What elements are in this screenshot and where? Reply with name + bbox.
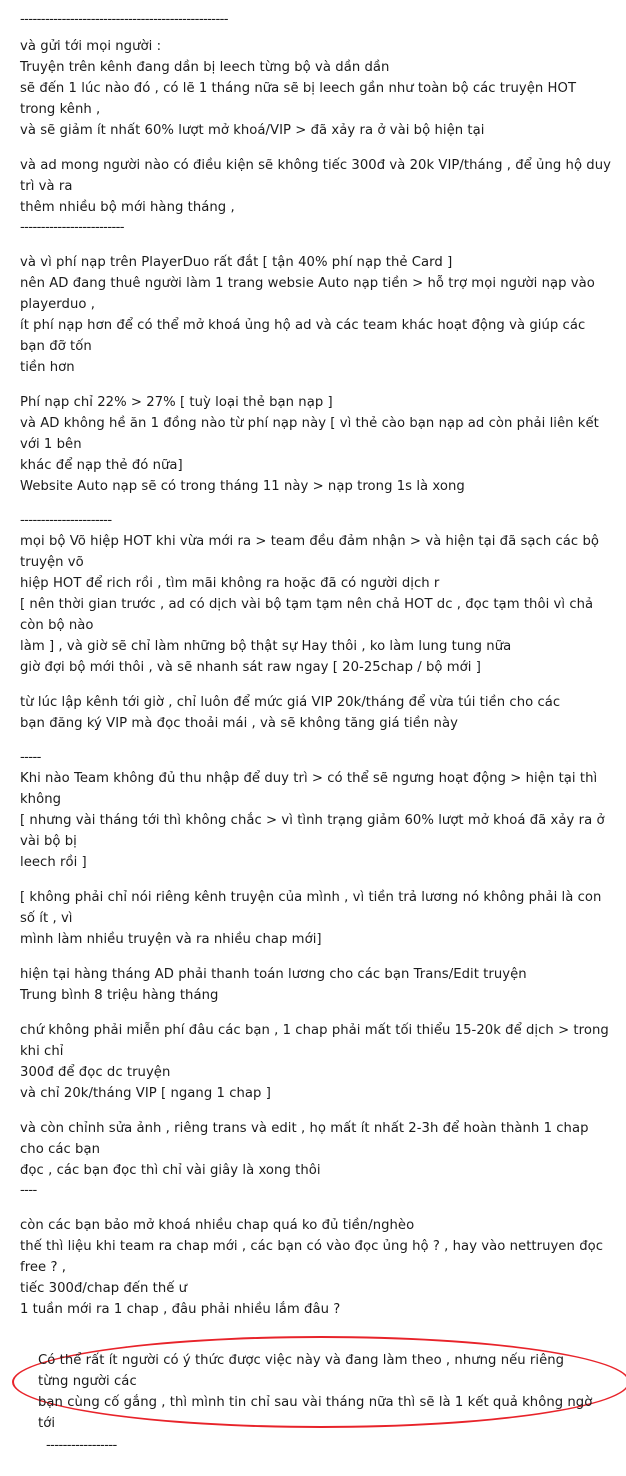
divider-2: ----------------------: [20, 513, 112, 528]
divider-top: --------------------------------------------------: [20, 12, 228, 27]
text-line: leech rồi ]: [20, 855, 87, 870]
text-line: chứ không phải miễn phí đâu các bạn , 1 chap phải mất tối thiểu 15-20k để dịch > trong khi chỉ: [20, 1023, 614, 1059]
text-line: Website Auto nạp sẽ có trong tháng 11 này > nạp trong 1s là xong: [20, 479, 465, 494]
text-line: nên AD đang thuê người làm 1 trang websie Auto nạp tiền > hỗ trợ mọi người nạp vào playerduo ,: [20, 276, 600, 312]
text-line: [ không phải chỉ nói riêng kênh truyện của mình , vì tiền trả lương nó không phải là con số ít , vì: [20, 890, 606, 926]
divider-bottom: -----------------: [46, 1438, 117, 1453]
paragraph-price: [20, 692, 612, 734]
text-line: sẽ đến 1 lúc nào đó , có lẽ 1 tháng nữa sẽ bị leech gần như toàn bộ các truyện HOT trong kênh ,: [20, 81, 581, 117]
highlighted-conclusion: [20, 1336, 612, 1468]
text-line: và sẽ giảm ít nhất 60% lượt mở khoá/VIP > đã xảy ra ở vài bộ hiện tại: [20, 123, 485, 138]
text-line: và còn chỉnh sửa ảnh , riêng trans và edit , họ mất ít nhất 2-3h để hoàn thành 1 chap cho các bạn: [20, 1121, 593, 1157]
text-line: Khi nào Team không đủ thu nhập để duy trì > có thể sẽ ngưng hoạt động > hiện tại thì không: [20, 771, 602, 807]
paragraph-fees: [20, 392, 612, 497]
text-line: [ nên thời gian trước , ad có dịch vài bộ tạm tạm nên chả HOT dc , đọc tạm thôi vì chả còn bộ nào: [20, 597, 598, 633]
paragraph-salary-note: [20, 887, 612, 950]
paragraph-monthly: [20, 964, 612, 1006]
text-line: mình làm nhiều truyện và ra nhiều chap mới]: [20, 932, 322, 947]
text-line: thêm nhiều bộ mới hàng tháng ,: [20, 200, 235, 215]
text-line: bạn cùng cố gắng , thì mình tin chỉ sau vài tháng nữa thì sẽ là 1 kết quả không ngờ tới: [38, 1395, 597, 1431]
paragraph-translation: [20, 511, 612, 678]
text-line: bạn đăng ký VIP mà đọc thoải mái , và sẽ không tăng giá tiền này: [20, 716, 458, 731]
text-line: 1 tuần mới ra 1 chap , đâu phải nhiều lắm đâu ?: [20, 1302, 341, 1317]
text-line: tiền hơn: [20, 360, 75, 375]
text-line: Trung bình 8 triệu hàng tháng: [20, 988, 219, 1003]
highlight-text-group: [30, 1350, 597, 1456]
text-line: ít phí nạp hơn để có thể mở khoá ủng hộ ad và các team khác hoạt động và giúp các bạn đỡ tốn: [20, 318, 590, 354]
text-line: Phí nạp chỉ 22% > 27% [ tuỳ loại thẻ bạn nạp ]: [20, 395, 333, 410]
divider-1: -------------------------: [20, 220, 124, 235]
text-line: và chỉ 20k/tháng VIP [ ngang 1 chap ]: [20, 1086, 271, 1101]
paragraph-editing: [20, 1118, 612, 1201]
paragraph-playerduo: [20, 252, 612, 378]
text-line: và ad mong người nào có điều kiện sẽ không tiếc 300đ và 20k VIP/tháng , để ủng hộ duy trì và ra: [20, 158, 616, 194]
text-line: còn các bạn bảo mở khoá nhiều chap quá ko đủ tiền/nghèo: [20, 1218, 415, 1233]
paragraph-intro: [20, 36, 612, 141]
text-line: khác để nạp thẻ đó nữa]: [20, 458, 183, 473]
paragraph-support: [20, 155, 616, 238]
text-line: đọc , các bạn đọc thì chỉ vài giây là xong thôi: [20, 1163, 321, 1178]
text-line: làm ] , và giờ sẽ chỉ làm những bộ thật sự Hay thôi , ko làm lung tung nữa: [20, 639, 512, 654]
text-line: từ lúc lập kênh tới giờ , chỉ luôn để mức giá VIP 20k/tháng để vừa túi tiền cho các: [20, 695, 561, 710]
text-line: và vì phí nạp trên PlayerDuo rất đắt [ tận 40% phí nạp thẻ Card ]: [20, 255, 453, 270]
text-line: Có thể rất ít người có ý thức được việc này và đang làm theo , nhưng nếu riêng từng người các: [38, 1353, 569, 1389]
text-line: giờ đợi bộ mới thôi , và sẽ nhanh sát raw ngay [ 20-25chap / bộ mới ]: [20, 660, 481, 675]
paragraph-cost: [20, 1020, 612, 1104]
text-line: hiện tại hàng tháng AD phải thanh toán lương cho các bạn Trans/Edit truyện: [20, 967, 527, 982]
text-line: tiếc 300đ/chap đến thế ư: [20, 1281, 188, 1296]
text-line: [ nhưng vài tháng tới thì không chắc > vì tình trạng giảm 60% lượt mở khoá đã xảy ra ở vài bộ bị: [20, 813, 609, 849]
text-line: mọi bộ Võ hiệp HOT khi vừa mới ra > team đều đảm nhận > và hiện tại đã sạch các bộ truyện võ: [20, 534, 604, 570]
divider-3: -----: [20, 750, 41, 765]
text-line: Truyện trên kênh đang dần bị leech từng bộ và dần dần: [20, 60, 390, 75]
divider-4: ----: [20, 1183, 37, 1198]
paragraph-complaints: [20, 1215, 612, 1320]
text-line: 300đ để đọc dc truyện: [20, 1065, 171, 1080]
text-line: và AD không hề ăn 1 đồng nào từ phí nạp này [ vì thẻ cào bạn nạp ad còn phải liên kết với 1 bên: [20, 416, 604, 452]
paragraph-income: [20, 748, 612, 873]
text-line: hiệp HOT để rich rồi , tìm mãi không ra hoặc đã có người dịch r: [20, 576, 440, 591]
text-line: thế thì liệu khi team ra chap mới , các bạn có vào đọc ủng hộ ? , hay vào nettruyen đọc free ? ,: [20, 1239, 608, 1275]
text-line: và gửi tới mọi người :: [20, 39, 162, 54]
